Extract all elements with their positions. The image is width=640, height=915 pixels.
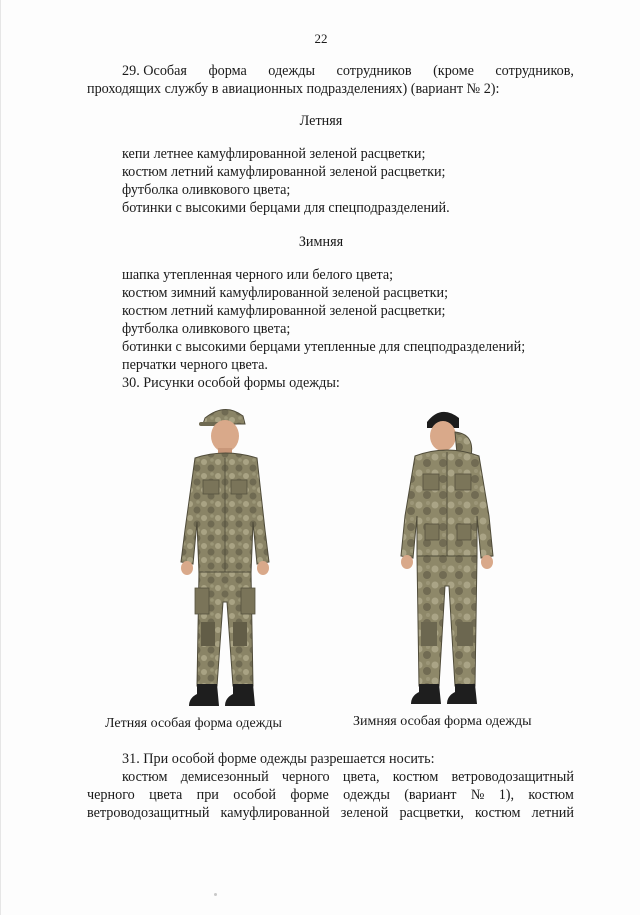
item-31-line-4 [87, 804, 574, 822]
word: цвета, [342, 769, 380, 785]
summer-item: футболка оливкового цвета; [122, 182, 291, 198]
summer-item: ботинки с высокими берцами для спецподразделений. [122, 200, 450, 216]
word: камуфлированной [220, 805, 330, 821]
winter-item: шапка утепленная черного или белого цвета; [122, 267, 394, 283]
word: летний [531, 805, 574, 821]
winter-item: футболка оливкового цвета; [122, 321, 291, 337]
word: черного [87, 787, 135, 803]
word: (кроме [433, 63, 474, 79]
item-31-line-3 [87, 786, 574, 804]
page-number: 22 [314, 31, 328, 46]
winter-uniform-illustration [399, 404, 497, 710]
word: форма [208, 63, 247, 79]
summer-uniform-illustration [173, 402, 277, 712]
word: (вариант [404, 787, 457, 803]
word: ветроводозащитный [87, 805, 210, 821]
summer-heading: Летняя [299, 113, 343, 129]
word: зеленой [340, 805, 389, 821]
word: особой [233, 787, 276, 803]
word: костюм [475, 805, 521, 821]
summer-item: кепи летнее камуфлированной зеленой расцветки; [122, 146, 426, 162]
word: одежды [268, 63, 316, 79]
word: цвета [149, 787, 183, 803]
word: сотрудников [336, 63, 412, 79]
word: форме [290, 787, 329, 803]
winter-item: ботинки с высокими берцами утепленные для спецподразделений; [122, 339, 526, 355]
word: черного [281, 769, 330, 785]
word: ветроводозащитный [451, 769, 574, 785]
word: 1), [498, 787, 515, 803]
word: костюм [122, 769, 168, 785]
word: расцветки, [399, 805, 464, 821]
item-31-line-1: 31. При особой форме одежды разрешается носить: [122, 751, 435, 767]
figure-caption-summer: Летняя особая форма одежды [105, 716, 282, 731]
winter-item: костюм зимний камуфлированной зеленой расцветки; [122, 285, 449, 301]
item-29-line-2: проходящих службу в авиационных подразделениях) (вариант № 2): [87, 81, 500, 97]
winter-heading: Зимняя [298, 234, 344, 250]
word: костюм [392, 769, 439, 785]
item-31-line-2 [122, 768, 574, 786]
scan-speck [214, 893, 217, 896]
word: при [196, 787, 219, 803]
word: костюм [528, 787, 574, 803]
winter-item: перчатки черного цвета. [122, 357, 268, 373]
figure-caption-winter: Зимняя особая форма одежды [353, 714, 532, 729]
word: одежды [343, 787, 390, 803]
word: 29. Особая [122, 63, 187, 79]
winter-item: костюм летний камуфлированной зеленой расцветки; [122, 303, 446, 319]
item-30-text: 30. Рисунки особой формы одежды: [122, 375, 340, 391]
item-29-line-1 [122, 62, 574, 80]
word: № [470, 787, 485, 803]
summer-item: костюм летний камуфлированной зеленой расцветки; [122, 164, 446, 180]
word: сотрудников, [495, 63, 574, 79]
word: демисезонный [180, 769, 269, 785]
